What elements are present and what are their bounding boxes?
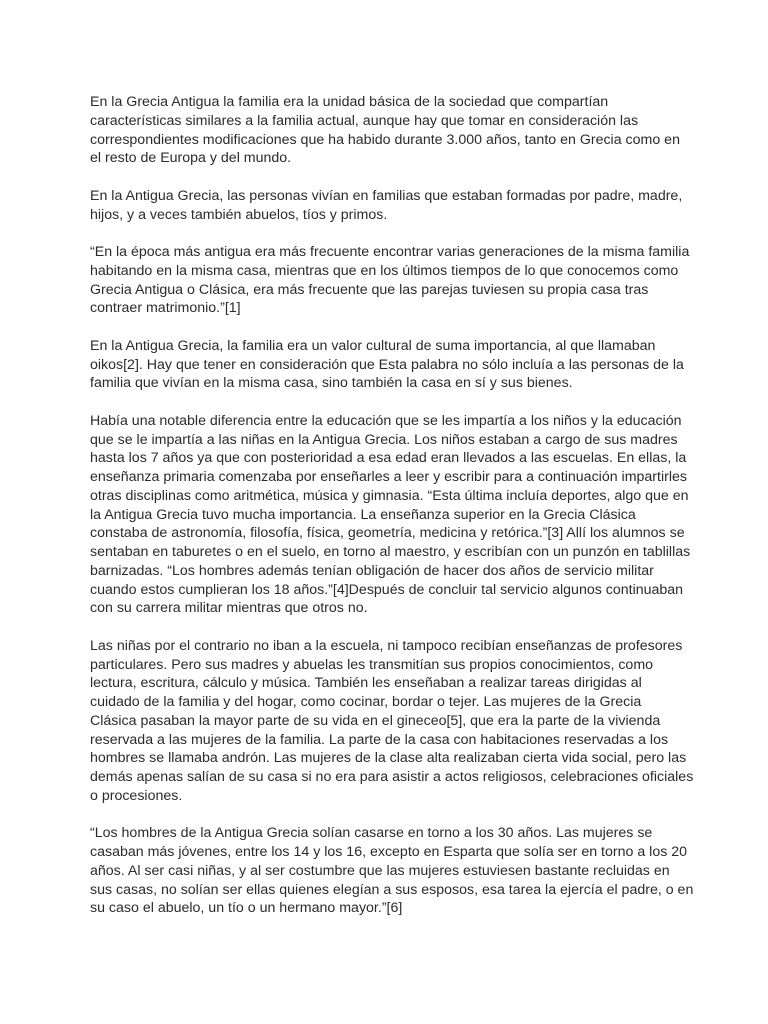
paragraph-line: barnizadas. “Los hombres además tenían obligación de hacer dos años de servicio militar <box>90 562 654 579</box>
paragraph-line: con su carrera militar mientras que otros no. <box>90 600 368 617</box>
paragraph-line: “En la época más antigua era más frecuente encontrar varias generaciones de la misma familia <box>90 244 690 260</box>
paragraph-line: la Antigua Grecia tuvo mucha importancia. La enseñanza superior en la Grecia Clásica <box>90 506 636 523</box>
paragraph-3 <box>90 243 690 318</box>
paragraph-line: Había una notable diferencia entre la educación que se les impartía a los niños y la educación <box>90 412 682 429</box>
paragraph-line: Grecia Antigua o Clásica, era más frecuente que las parejas tuviesen su propia casa tras <box>90 281 649 298</box>
paragraph-line: cuidado de la familia y del hogar, como cocinar, bordar o tejer. Las mujeres de la Grecia <box>90 694 642 710</box>
paragraph-line: habitando en la misma casa, mientras que en los últimos tiempos de lo que conocemos como <box>90 262 679 279</box>
paragraph-line: hasta los 7 años ya que con posterioridad a esa edad eran llevados a las escuelas. En ellas, la <box>90 450 687 467</box>
paragraph-line: correspondientes modificaciones que ha habido durante 3.000 años, tanto en Grecia como en <box>90 131 680 148</box>
paragraph-line: hombres se llamaba andrón. Las mujeres de la clase alta realizaban cierta vida social, pero las <box>90 750 687 767</box>
paragraph-line: Las niñas por el contrario no iban a la escuela, ni tampoco recibían enseñanzas de profesores <box>90 637 683 654</box>
paragraph-line: enseñanza primaria comenzaba por enseñarles a leer y escribir para a continuación impartirles <box>90 469 687 485</box>
paragraph-6 <box>90 637 694 806</box>
paragraph-line: oikos[2]. Hay que tener en consideración que Esta palabra no sólo incluía a las personas de la <box>90 356 684 373</box>
paragraph-line: En la Antigua Grecia, las personas vivían en familias que estaban formadas por padre, madre, <box>90 187 683 204</box>
paragraph-line: casaban más jóvenes, entre los 14 y los 16, excepto en Esparta que solía ser en torno a los 20 <box>90 844 688 860</box>
paragraph-line: demás apenas salían de su casa si no era para asistir a actos religiosos, celebraciones oficiales <box>90 769 694 785</box>
document-body <box>90 93 694 937</box>
paragraph-line: particulares. Pero sus madres y abuelas les transmitían sus propios conocimientos, como <box>90 656 654 673</box>
paragraph-line: lectura, escritura, cálculo y música. También les enseñaban a realizar tareas dirigidas al <box>90 675 642 692</box>
paragraph-line: “Los hombres de la Antigua Grecia solían casarse en torno a los 30 años. Las mujeres se <box>90 825 653 842</box>
paragraph-line: su caso el abuelo, un tío o un hermano mayor.”[6] <box>90 900 403 917</box>
paragraph-5 <box>90 412 690 618</box>
paragraph-line: o procesiones. <box>90 787 183 804</box>
paragraph-line: sentaban en taburetes o en el suelo, en torno al maestro, y escribían con un punzón en tablillas <box>90 544 691 560</box>
paragraph-line: características similares a la familia actual, aunque hay que tomar en consideración las <box>90 112 639 129</box>
paragraph-line: familia que vivían en la misma casa, sino también la casa en sí y sus bienes. <box>90 375 573 392</box>
paragraph-line: años. Al ser casi niñas, y al ser costumbre que las mujeres estuviesen bastante recluidas en <box>90 862 670 879</box>
paragraph-7 <box>90 824 694 918</box>
paragraph-line: reservada a las mujeres de la familia. La parte de la casa con habitaciones reservadas a los <box>90 731 669 748</box>
paragraph-line: Clásica pasaban la mayor parte de su vida en el gineceo[5], que era la parte de la vivienda <box>90 712 661 729</box>
paragraph-1 <box>90 93 690 168</box>
paragraph-line: En la Grecia Antigua la familia era la unidad básica de la sociedad que compartían <box>90 94 609 110</box>
paragraph-line: que se le impartía a las niñas en la Antigua Grecia. Los niños estaban a cargo de sus madres <box>90 431 678 448</box>
paragraph-line: contraer matrimonio.”[1] <box>90 300 241 317</box>
paragraph-line: hijos, y a veces también abuelos, tíos y primos. <box>90 206 388 223</box>
paragraph-line: En la Antigua Grecia, la familia era un valor cultural de suma importancia, al que llamaban <box>90 337 656 354</box>
paragraph-line: sus casas, no solían ser ellas quienes elegían a sus esposos, esa tarea la ejercía el padre, o en <box>90 881 694 898</box>
paragraph-2 <box>90 187 690 225</box>
paragraph-line: cuando estos cumplieran los 18 años.”[4]Después de concluir tal servicio algunos continuaban <box>90 581 684 598</box>
paragraph-line: constaba de astronomía, filosofía, física, geometría, medicina y retórica.”[3] Allí los alumnos se <box>90 525 685 542</box>
paragraph-line: otras disciplinas como aritmética, música y gimnasia. “Esta última incluía deportes, algo que en <box>90 487 689 504</box>
paragraph-4 <box>90 337 690 393</box>
paragraph-line: el resto de Europa y del mundo. <box>90 150 292 167</box>
